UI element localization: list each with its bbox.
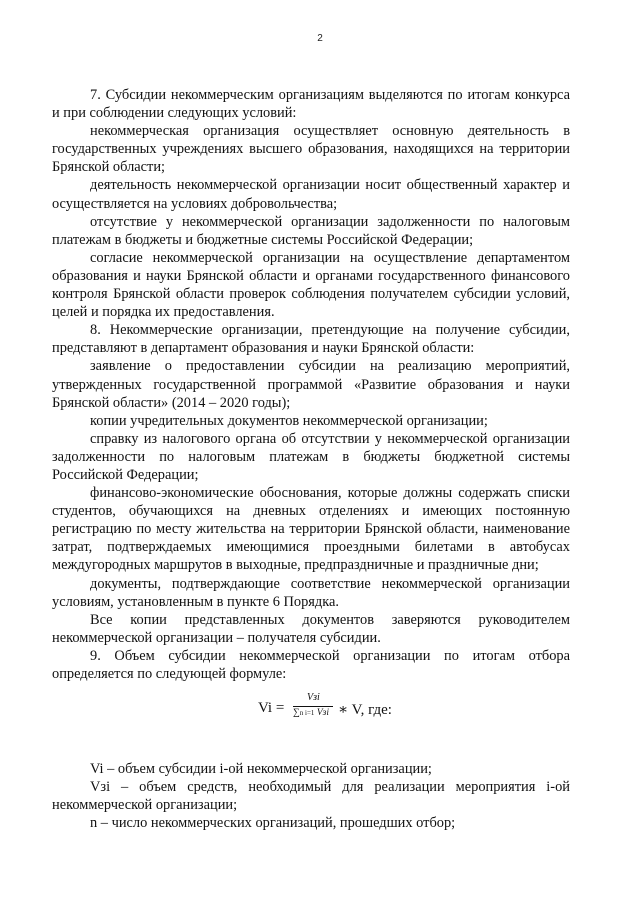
- formula-lhs: Vi =: [258, 700, 285, 716]
- formula-definitions: [52, 760, 570, 832]
- formula-numerator: Vзi: [307, 692, 320, 703]
- definition-item: n – число некоммерческих организаций, прошедших отбор;: [90, 815, 456, 832]
- paragraph: документы, подтверждающие соответствие некоммерческой организации условиям, установленным в пункте 6 Порядка.: [52, 575, 570, 610]
- paragraph: 8. Некоммерческие организации, претендующие на получение субсидии, представляют в департамент образования и науки Брянской области:: [52, 322, 570, 357]
- sum-limits: n i=1: [299, 709, 315, 717]
- fraction-bar: [293, 706, 333, 707]
- paragraph: некоммерческая организация осуществляет основную деятельность в государственных учреждениях высшего образования, находящихся на территории Брянской области;: [52, 123, 570, 176]
- paragraph: финансово-экономические обоснования, которые должны содержать списки студентов, обучающихся на дневных отделениях и имеющих постоянную регистрацию по месту жительства на территории Брянской области, наименование затрат, подтверждаемых имеющимися проездными билетами в автобусах междугородных маршрутов в выходные, предпраздничные и праздничные дни;: [52, 485, 570, 574]
- subsidy-formula: [0, 692, 640, 732]
- paragraph: 9. Объем субсидии некоммерческой организации по итогам отбора определяется по следующей формуле:: [52, 647, 570, 682]
- sum-symbol: ∑: [293, 708, 300, 718]
- paragraph: 7. Субсидии некоммерческим организациям выделяются по итогам конкурса и при соблюдении следующих условий:: [52, 87, 570, 122]
- definition-item: Vзi – объем средств, необходимый для реализации мероприятия i-ой некоммерческой организации;: [52, 779, 570, 814]
- paragraph: заявление о предоставлении субсидии на реализацию мероприятий, утвержденных государственной программой «Развитие образования и науки Брянской области» (2014 – 2020 годы);: [52, 358, 570, 411]
- paragraph: согласие некоммерческой организации на осуществление департаментом образования и науки Брянской области и органами государственного финансового контроля Брянской области проверок соблюдения получателем субсидии условий, целей и порядка их предоставления.: [52, 249, 570, 321]
- paragraph: деятельность некоммерческой организации носит общественный характер и осуществляется на условиях добровольчества;: [52, 177, 570, 212]
- paragraph: отсутствие у некоммерческой организации задолженности по налоговым платежам в бюджеты и бюджетные системы Российской Федерации;: [52, 213, 570, 248]
- formula-denominator: [293, 708, 329, 718]
- document-body: [52, 86, 570, 683]
- definition-item: Vi – объем субсидии i-ой некоммерческой организации;: [90, 761, 432, 777]
- paragraph: Все копии представленных документов заверяются руководителем некоммерческой организации – получателя субсидии.: [52, 611, 570, 646]
- denominator-term: Vзi: [316, 708, 329, 718]
- formula-rhs: ∗ V, где:: [338, 702, 392, 718]
- paragraph: копии учредительных документов некоммерческой организации;: [90, 412, 488, 429]
- paragraph: справку из налогового органа об отсутствии у некоммерческой организации задолженности по налоговым платежам в бюджеты бюджетной системы Российской Федерации;: [52, 430, 570, 483]
- page-number: 2: [317, 33, 323, 44]
